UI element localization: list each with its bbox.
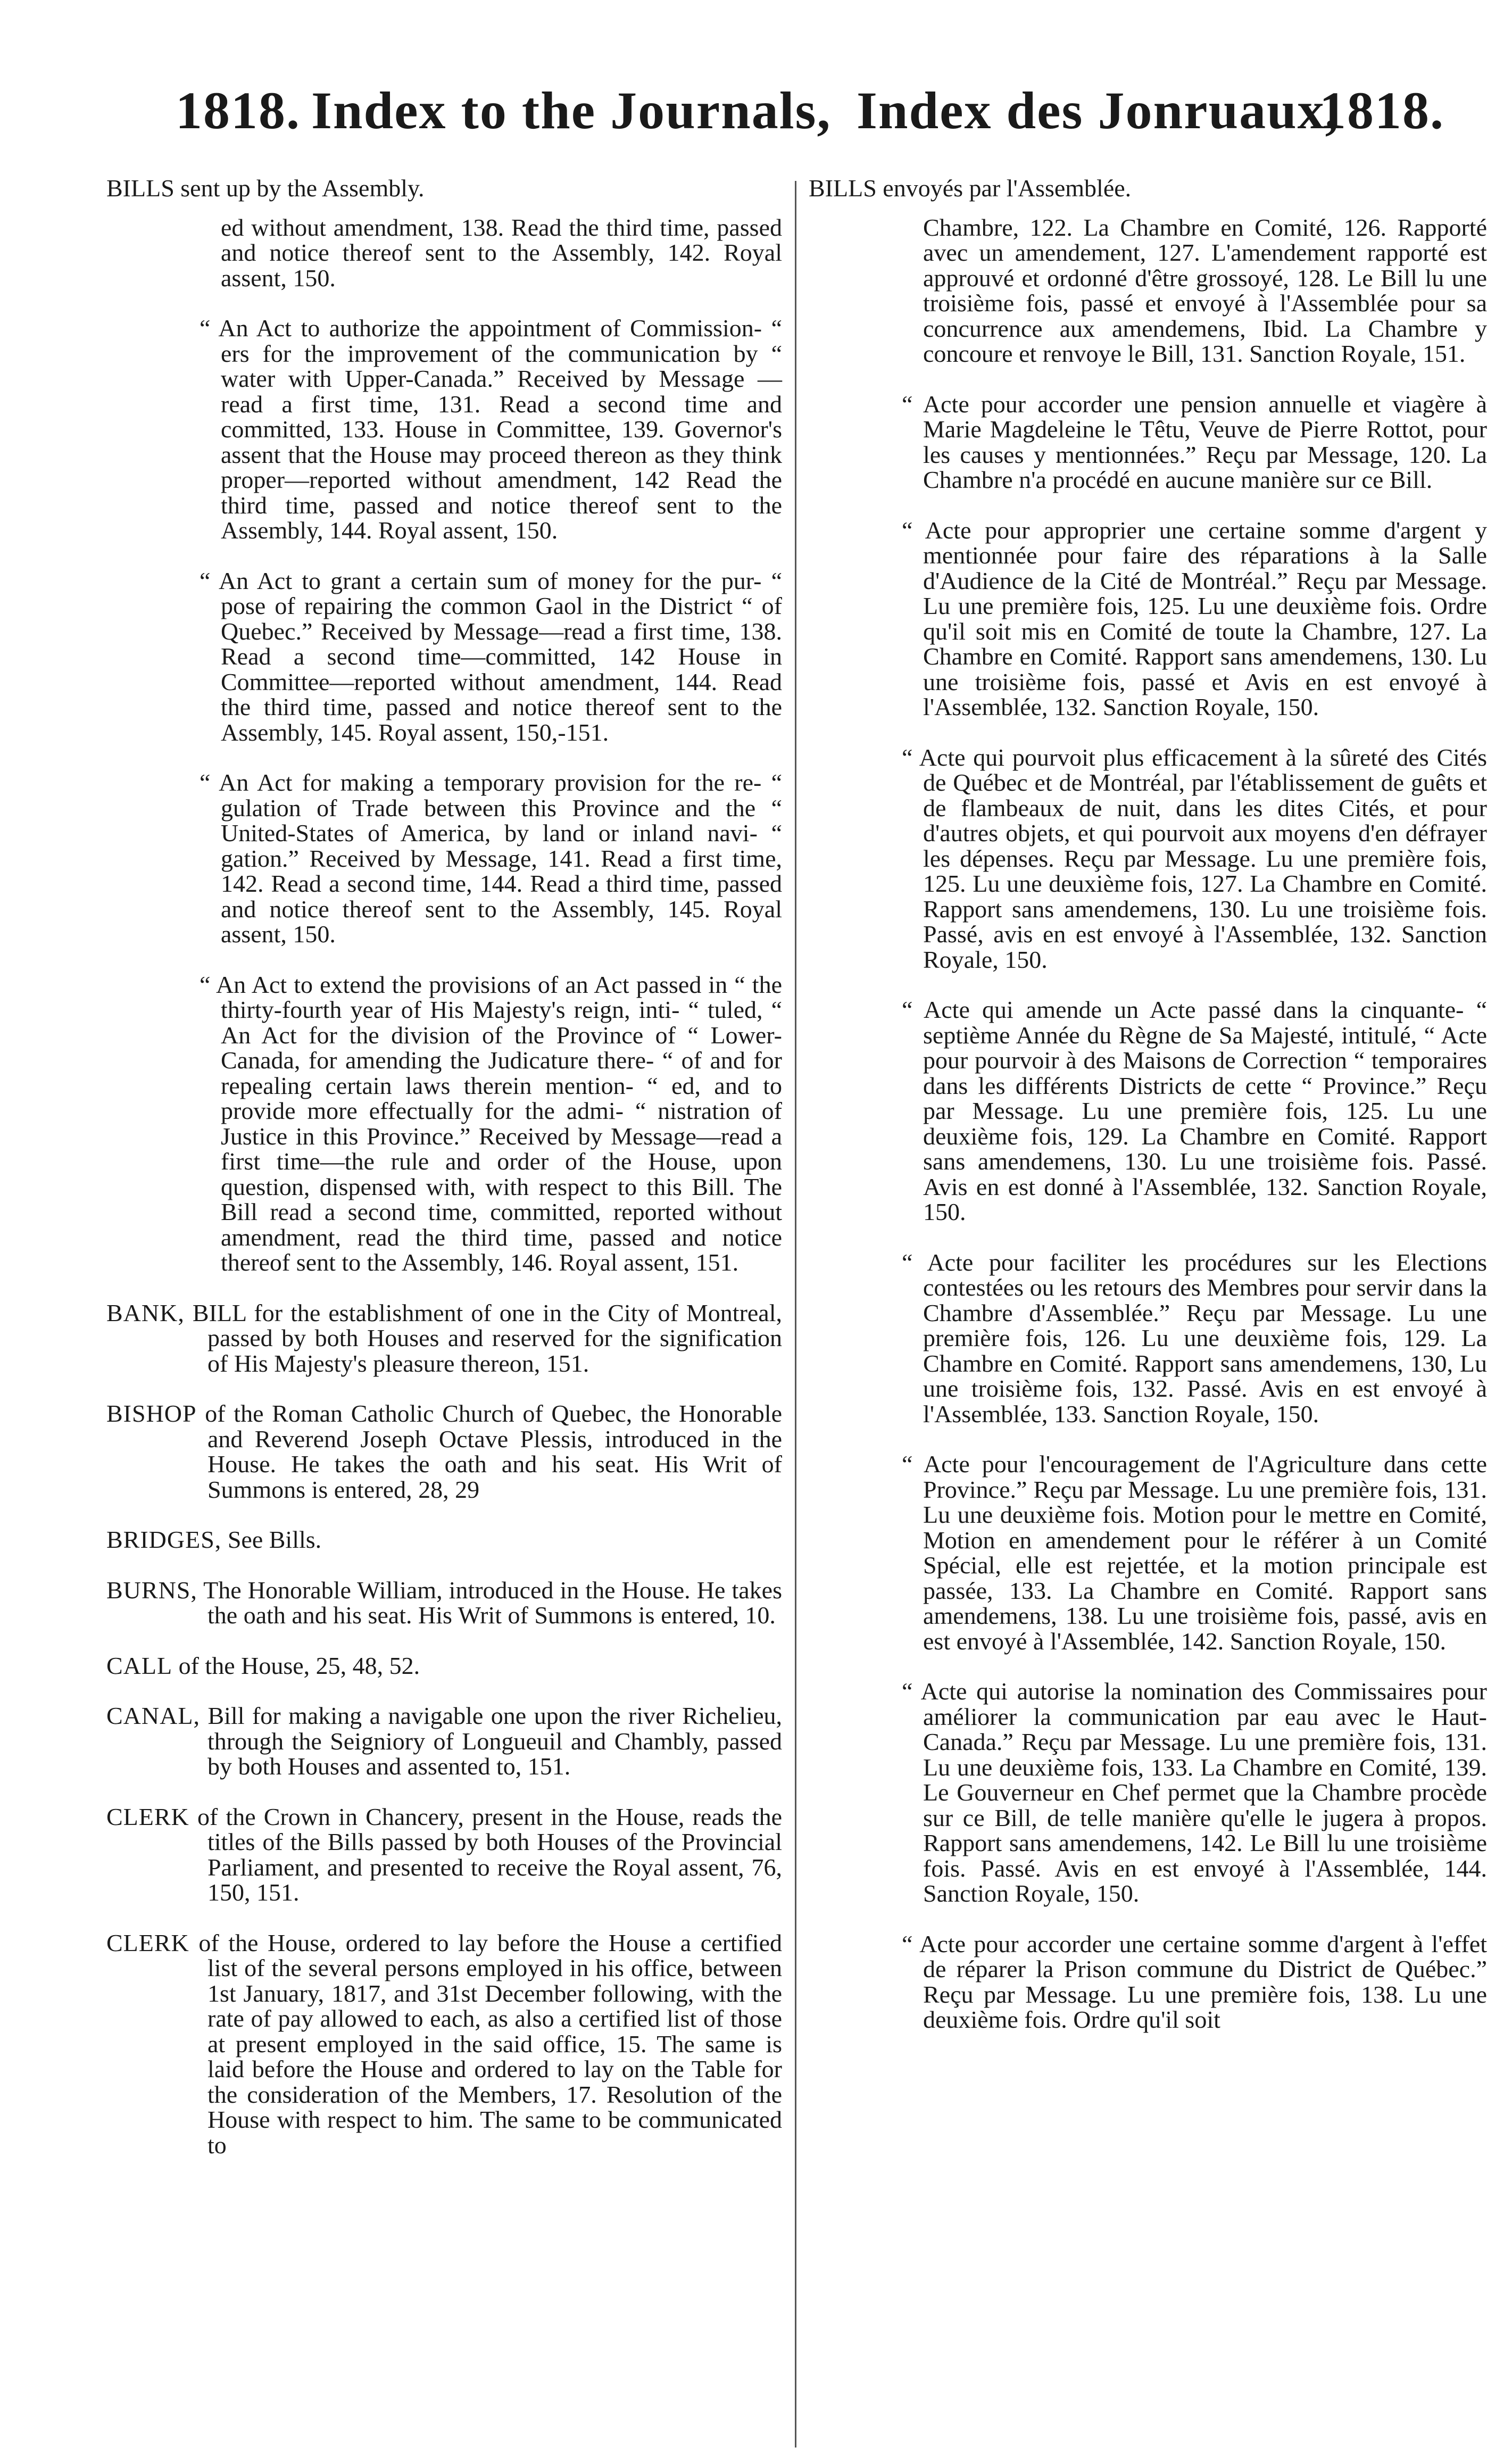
- index-entry: “ Acte qui pourvoit plus efficacement à la sûreté des Cités de Québec et de Montréal, par l'établissement de guêts et de flambeaux de nuit, dans les dites Cités, et pour d'autres objets, et qui pourvoit aux moyens d'en défrayer les dépenses. Reçu par Message. Lu une première fois, 125. Lu une deuxième fois, 127. La Chambre en Comité. Rapport sans amendemens, 130. Lu une troisième fois. Passé, avis en est envoyé à l'Assemblée, 132. Sanction Royale, 150.: [902, 743, 1487, 973]
- entry-keyword: CLERK: [106, 1803, 189, 1830]
- index-entry: “ An Act to extend the provisions of an Act passed in “ the thirty-fourth year of His Majesty's reign, inti- “ tuled, “ An Act for the division of the Province of “ Lower-Canada, for amending the Judicature there- “ of and for repealing certain laws therein mention- “ ed, and to provide more effectually for the admi- “ nistration of Justice in this Province.” Received by Message—read a first time—the rule and order of the House, upon question, dispensed with, with respect to this Bill. The Bill read a second time, committed, reported without amendment, read the third time, passed and notice thereof sent to the Assembly, 146. Royal assent, 151.: [200, 970, 782, 1276]
- page-header: [0, 80, 1512, 160]
- index-entry: “ Acte qui autorise la nomination des Commissaires pour améliorer la communication par eau avec le Haut-Canada.” Reçu par Message. Lu une première fois, 131. Lu une deuxième fois, 133. La Chambre en Comité, 139. Le Gouverneur en Chef permet que la Chambre procède sur ce Bill, de telle manière qu'elle le jugera à propos. Rapport sans amendemens, 142. Le Bill lu une troisième fois. Passé. Avis en est envoyé à l'Assemblée, 144. Sanction Royale, 150.: [902, 1678, 1487, 1907]
- entry-keyword: CALL: [106, 1652, 173, 1679]
- index-entry: “ An Act to authorize the appointment of Commission- “ ers for the improvement of the communication by “ water with Upper-Canada.” Received by Message —read a first time, 131. Read a second time and committed, 133. House in Committee, 139. Governor's assent that the House may proceed thereon as they think proper—reported without amendment, 142 Read the third time, passed and notice thereof sent to the Assembly, 144. Royal assent, 150.: [200, 314, 782, 544]
- index-entry: “ Acte pour l'encouragement de l'Agriculture dans cette Province.” Reçu par Message. Lu une première fois, 131. Lu une deuxième fois. Motion pour le mettre en Comité, Motion en amendement pour le référer à un Comité Spécial, elle est rejettée, et la motion principale est passée, 133. La Chambre en Comité. Rapport sans amendemens, 138. Lu une troisième fois, passé, avis en est envoyé à l'Assemblée, 142. Sanction Royale, 150.: [902, 1450, 1487, 1655]
- entry-keyword: BANK,: [106, 1299, 185, 1326]
- header-year-left: 1818.: [176, 81, 301, 140]
- entry-keyword: CLERK: [106, 1929, 189, 1956]
- index-entry: “ Acte pour accorder une pension annuelle et viagère à Marie Magdeleine le Têtu, Veuve de Pierre Rottot, pour les causes y mentionnées.” Reçu par Message, 120. La Chambre n'a procédé en aucune manière sur ce Bill.: [902, 390, 1487, 493]
- entry-text: See Bills.: [227, 1526, 322, 1553]
- index-main-entry: [106, 1653, 782, 1679]
- index-main-entry: [106, 1930, 782, 2158]
- entry-text: of the Roman Catholic Church of Quebec, the Honorable and Reverend Joseph Octave Plessis, introduced in the House. He takes the oath and his seat. His Writ of Summons is entered, 28, 29: [205, 1400, 783, 1503]
- index-main-entry: [106, 1578, 782, 1628]
- entry-text: Bill for making a navigable one upon the river Richelieu, through the Seigniory of Longueuil and Chambly, passed by both Houses and assented to, 151.: [207, 1702, 782, 1780]
- index-main-entry: [106, 1527, 782, 1553]
- entry-keyword: BRIDGES,: [106, 1526, 222, 1553]
- entry-text: The Honorable William, introduced in the House. He takes the oath and his seat. His Writ of Summons is entered, 10.: [203, 1576, 782, 1629]
- french-column: [809, 176, 1487, 2058]
- entry-keyword: BURNS,: [106, 1576, 197, 1604]
- index-main-entry: [106, 1401, 782, 1502]
- english-column: [106, 176, 782, 2183]
- section-heading-english: BILLS sent up by the Assembly.: [106, 175, 425, 202]
- column-divider: [795, 181, 796, 2448]
- header-title-english: Index to the Journals,: [311, 81, 832, 140]
- header-year-right: 1818.: [1319, 81, 1444, 140]
- entry-keyword: BISHOP: [106, 1400, 197, 1427]
- entry-keyword: CANAL,: [106, 1702, 200, 1729]
- index-entry: “ Acte pour accorder une certaine somme d'argent à l'effet de réparer la Prison commune du District de Québec.” Reçu par Message. Lu une première fois, 138. Lu une deuxième fois. Ordre qu'il soit: [902, 1930, 1487, 2033]
- entry-text: of the House, 25, 48, 52.: [178, 1652, 420, 1679]
- index-entry: “ An Act for making a temporary provision for the re- “ gulation of Trade between this Province and the “ United-States of America, by land or inland navi- “ gation.” Received by Message, 141. Read a first time, 142. Read a second time, 144. Read a third time, passed and notice thereof sent to the Assembly, 145. Royal assent, 150.: [200, 769, 782, 948]
- index-entry: “ Acte qui amende un Acte passé dans la cinquante- “ septième Année du Règne de Sa Majesté, intitulé, “ Acte pour pourvoir à des Maisons de Correction “ temporaires dans les différents Districts de cette “ Province.” Reçu par Message. Lu une première fois, 125. Lu une deuxième fois, 129. La Chambre en Comité. Rapport sans amendemens, 130. Lu une troisième fois. Passé. Avis en est donné à l'Assemblée, 132. Sanction Royale, 150.: [902, 996, 1487, 1225]
- index-entry: “ An Act to grant a certain sum of money for the pur- “ pose of repairing the common Gaol in the District “ of Quebec.” Received by Message—read a first time, 138. Read a second time—committed, 142 House in Committee—reported without amendment, 144. Read the third time, passed and notice thereof sent to the Assembly, 145. Royal assent, 150,-151.: [200, 567, 782, 746]
- index-main-entry: [106, 1703, 782, 1779]
- section-heading-french: BILLS envoyés par l'Assemblée.: [809, 175, 1132, 202]
- index-entry: “ Acte pour faciliter les procédures sur les Elections contestées ou les retours des Membres pour servir dans la Chambre d'Assemblée.” Reçu par Message. Lu une première fois, 126. Lu une deuxième fois, 129. La Chambre en Comité. Rapport sans amendemens, 130, Lu une troisième fois, 132. Passé. Avis en est envoyé à l'Assemblée, 133. Sanction Royale, 150.: [902, 1248, 1487, 1428]
- entry-text: of the House, ordered to lay before the House a certified list of the several persons employed in his office, between 1st January, 1817, and 31st December following, with the rate of pay allowed to each, as also a certified list of those at present employed in the said office, 15. The same is laid before the House and ordered to lay on the Table for the consideration of the Members, 17. Resolution of the House with respect to him. The same to be communicated to: [198, 1929, 782, 2159]
- entry-text: of the Crown in Chancery, present in the House, reads the titles of the Bills passed by both Houses of the Provincial Parliament, and presented to receive the Royal assent, 76, 150, 151.: [197, 1803, 782, 1906]
- index-entry: ed without amendment, 138. Read the third time, passed and notice thereof sent to the Assembly, 142. Royal assent, 150.: [221, 213, 782, 292]
- header-title-french: Index des Jonruaux,: [857, 81, 1340, 140]
- entry-text: BILL for the establishment of one in the City of Montreal, passed by both Houses and reserved for the signification of His Majesty's pleasure thereon, 151.: [192, 1299, 782, 1377]
- index-entry: Chambre, 122. La Chambre en Comité, 126. Rapporté avec un amendement, 127. L'amendement rapporté est approuvé et ordonné d'être grossoyé, 128. Le Bill lu une troisième fois, passé et envoyé à l'Assemblée pour sa concurrence aux amendemens, Ibid. La Chambre y concoure et renvoye le Bill, 131. Sanction Royale, 151.: [923, 213, 1487, 367]
- index-main-entry: [106, 1804, 782, 1905]
- index-entry: “ Acte pour approprier une certaine somme d'argent y mentionnée pour faire des réparations à la Salle d'Audience de la Cité de Montréal.” Reçu par Message. Lu une première fois, 125. Lu une deuxième fois. Ordre qu'il soit mis en Comité de toute la Chambre, 127. La Chambre en Comité. Rapport sans amendemens, 130. Lu une troisième fois, passé et Avis en est envoyé à l'Assemblée, 132. Sanction Royale, 150.: [902, 516, 1487, 720]
- index-main-entry: [106, 1300, 782, 1376]
